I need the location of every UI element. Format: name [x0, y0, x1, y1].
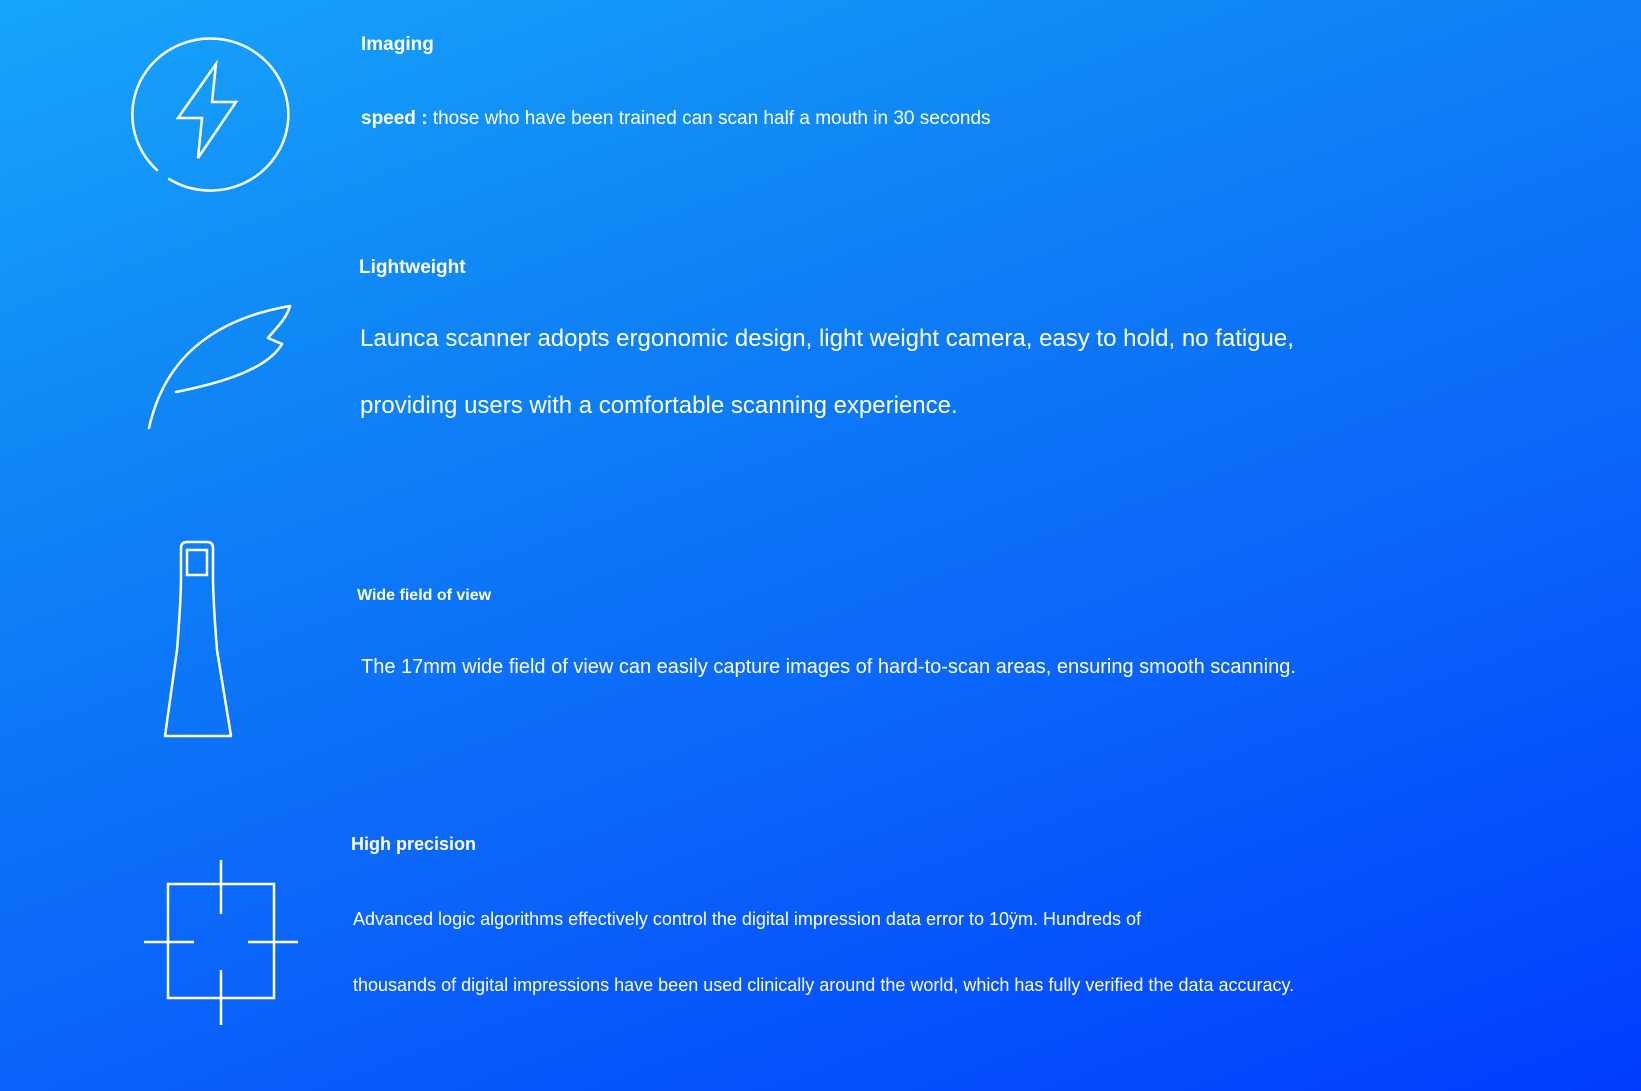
feature-description-high-precision-line-2: thousands of digital impressions have been used clinically around the world, which has fully verified the data accuracy.	[353, 975, 1295, 995]
feature-description-high-precision-line-1: Advanced logic algorithms effectively control the digital impression data error to 10ÿm. Hundreds of	[353, 909, 1142, 929]
feature-title-lightweight: Lightweight	[359, 257, 466, 278]
feather-icon	[146, 304, 296, 432]
feature-description-lightweight-line-2: providing users with a comfortable scanning experience.	[360, 392, 958, 419]
feature-high-precision	[0, 820, 1641, 1050]
feature-title-high-precision: High precision	[351, 834, 477, 854]
feature-title-wide-field-of-view: Wide field of view	[357, 587, 492, 604]
speed-label: speed :	[361, 108, 428, 129]
feature-imaging	[0, 0, 1641, 200]
lightning-bolt-icon	[127, 34, 289, 190]
feature-wide-field-of-view	[0, 530, 1641, 750]
feature-title-imaging: Imaging	[361, 34, 434, 55]
feature-description-imaging	[361, 108, 991, 130]
speed-text: those who have been trained can scan half a mouth in 30 seconds	[432, 108, 991, 129]
crosshair-target-icon	[142, 860, 300, 1028]
feature-description-lightweight-line-1: Launca scanner adopts ergonomic design, light weight camera, easy to hold, no fatigue,	[360, 325, 1294, 352]
feature-description-wide-field-of-view: The 17mm wide field of view can easily capture images of hard-to-scan areas, ensuring smooth scanning.	[361, 656, 1296, 678]
feature-lightweight	[0, 240, 1641, 460]
scanner-wand-icon	[163, 540, 235, 746]
